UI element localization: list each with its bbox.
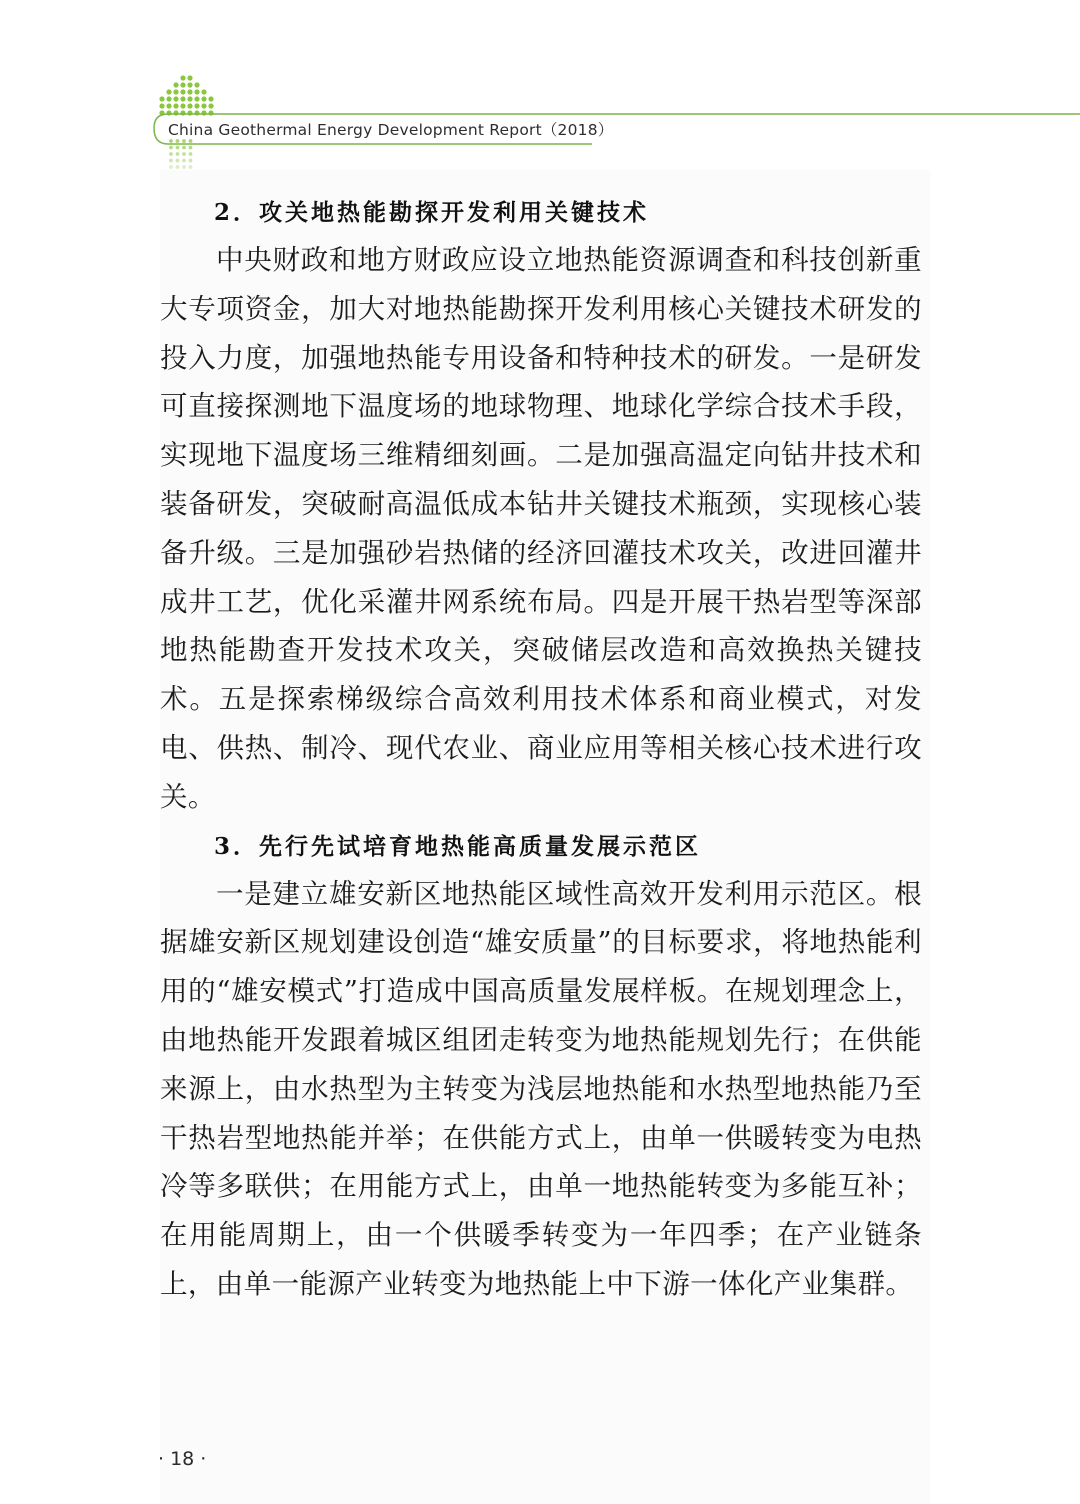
logo-dot <box>187 82 192 87</box>
logo-dot <box>194 103 199 108</box>
running-header-title: China Geothermal Energy Development Report（2018） <box>168 121 614 139</box>
logo-dot <box>208 96 213 101</box>
logo-dot <box>173 96 178 101</box>
section-heading: 2．攻关地热能勘探开发利用关键技术 <box>214 199 650 226</box>
section-paragraph: 一是建立雄安新区地热能区域性高效开发利用示范区。根据雄安新区规划建设创造“雄安质量”的目标要求，将地热能利用的“雄安模式”打造成中国高质量发展样板。在规划理念上，由地热能开发跟着城区组团走转变为地热能规划先行；在供能来源上，由水热型为主转变为浅层地热能和水热型地热能乃至干热岩型地热能并举；在供能方式上，由单一供暖转变为电热冷等多联供；在用能方式上，由单一地热能转变为多能互补；在用能周期上，由一个供暖季转变为一年四季；在产业链条上，由单一能源产业转变为地热能上中下游一体化产业集群。 <box>160 877 922 1300</box>
logo-dot <box>180 89 185 94</box>
page-number: · 18 · <box>158 1448 207 1470</box>
logo-dot <box>180 82 185 87</box>
logo-dot <box>187 96 192 101</box>
logo-dot <box>166 89 171 94</box>
grid-dot <box>176 165 180 169</box>
grid-dot <box>189 146 193 150</box>
grid-dot <box>189 152 193 156</box>
logo-dot <box>180 75 185 80</box>
grid-dot <box>169 146 173 150</box>
logo-dot <box>187 89 192 94</box>
logo-dot <box>208 103 213 108</box>
logo-dot <box>180 96 185 101</box>
logo-dot <box>194 89 199 94</box>
grid-dot <box>176 159 180 163</box>
logo-dot <box>201 89 206 94</box>
grid-dot <box>169 165 173 169</box>
logo-dot <box>159 103 164 108</box>
logo-dot <box>166 103 171 108</box>
logo-dot <box>194 96 199 101</box>
logo-dot <box>173 82 178 87</box>
grid-dot <box>182 159 186 163</box>
section-paragraph: 中央财政和地方财政应设立地热能资源调查和科技创新重大专项资金，加大对地热能勘探开发利用核心关键技术研发的投入力度，加强地热能专用设备和特种技术的研发。一是研发可直接探测地下温度场的地球物理、地球化学综合技术手段，实现地下温度场三维精细刻画。二是加强高温定向钻井技术和装备研发，突破耐高温低成本钻井关键技术瓶颈，实现核心装备升级。三是加强砂岩热储的经济回灌技术攻关，改进回灌井成井工艺，优化采灌井网系统布局。四是开展干热岩型等深部地热能勘查开发技术攻关，突破储层改造和高效换热关键技术。五是探索梯级综合高效利用技术体系和商业模式，对发电、供热、制冷、现代农业、商业应用等相关核心技术进行攻关。 <box>160 244 922 813</box>
logo-dot <box>187 75 192 80</box>
grid-dot <box>182 146 186 150</box>
logo-dot <box>201 103 206 108</box>
logo-dot <box>194 82 199 87</box>
logo-dot <box>159 96 164 101</box>
grid-dot <box>169 152 173 156</box>
logo-dot <box>166 96 171 101</box>
grid-dot <box>189 165 193 169</box>
grid-dot <box>176 146 180 150</box>
body-content <box>160 190 922 1309</box>
logo-dot <box>201 96 206 101</box>
section-heading: 3．先行先试培育地热能高质量发展示范区 <box>214 832 702 860</box>
logo-dot <box>173 89 178 94</box>
logo-dot <box>187 103 192 108</box>
grid-dot <box>182 165 186 169</box>
logo-dot <box>173 103 178 108</box>
grid-dot <box>182 152 186 156</box>
grid-dot <box>169 159 173 163</box>
grid-dot <box>176 152 180 156</box>
logo-dot <box>180 103 185 108</box>
grid-dot <box>189 159 193 163</box>
